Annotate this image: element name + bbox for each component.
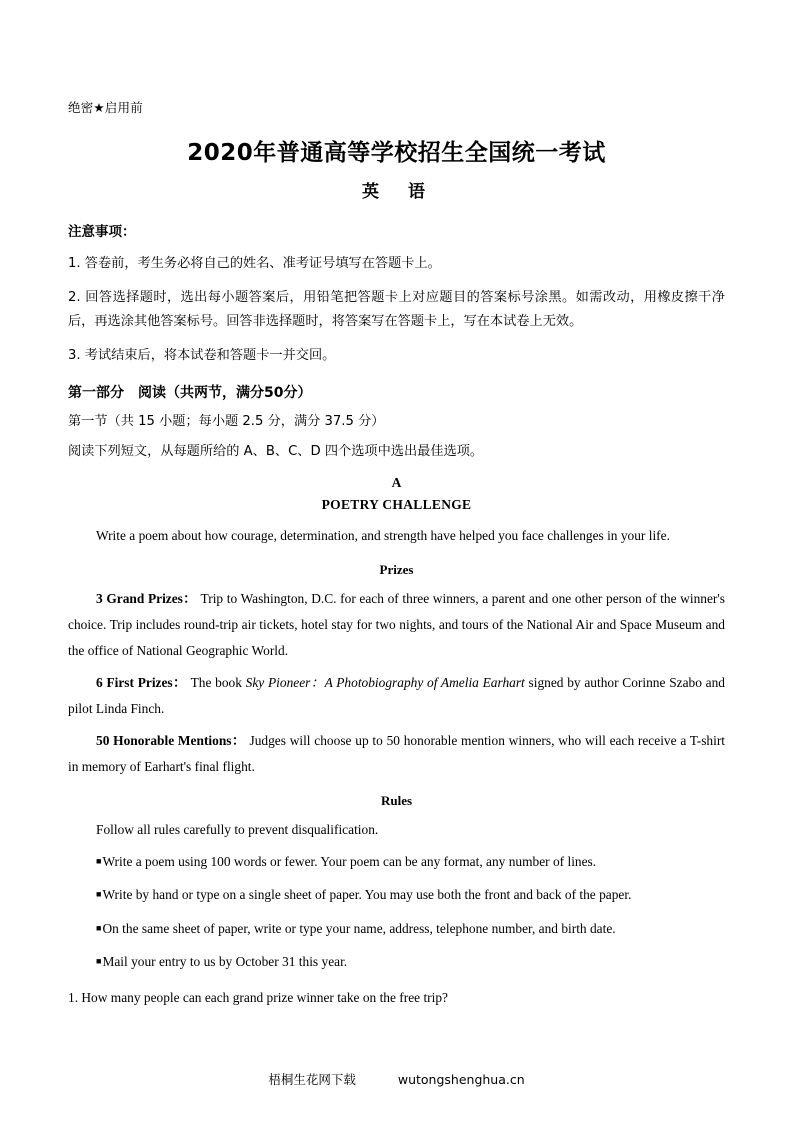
part-one-label: 第一部分 [68,384,124,401]
passage-intro: Write a poem about how courage, determination, and strength have helped you face challenges in your life. [96,528,670,544]
notice-item-3: 3. 考试结束后，将本试卷和答题卡一并交回。 [68,347,336,363]
rule-item-2-text: Write by hand or type on a single sheet of paper. You may use both the front and back of the paper. [102,887,632,903]
rule-item-1-text: Write a poem using 100 words or fewer. Your poem can be any format, any number of lines. [102,853,597,869]
part-one-title: 阅读（共两节，满分50分） [138,384,312,401]
part-one-heading [68,382,725,402]
passage-letter: A [391,475,402,491]
question-1: 1. How many people can each grand prize winner take on the free trip? [68,989,448,1005]
secret-notice: 绝密★启用前 [68,100,143,115]
rule-item-2 [68,882,725,907]
square-bullet-icon: ■ [96,889,102,900]
prize-first [68,670,725,722]
square-bullet-icon: ■ [96,855,102,866]
rule-item-4 [68,949,725,974]
notice-item-1: 1. 答卷前，考生务必将自己的姓名、准考证号填写在答题卡上。 [68,256,441,272]
prize-honorable-label: 50 Honorable Mentions： [96,733,246,749]
footer-site-name: 梧桐生花网下载 [268,1072,356,1087]
rule-item-3-text: On the same sheet of paper, write or type your name, address, telephone number, and birth date. [102,920,616,936]
prize-first-text-before: The book [190,675,246,691]
rule-item-3 [68,916,725,941]
prize-grand-text: Trip to Washington, D.C. for each of three winners, a parent and one other person of the winner's choice. Trip includes round-trip air tickets, hotel stay for two nights, and tours of the National Air and Space Museum and the office of National Geographic World. [68,590,725,658]
footer-site-url: wutongshenghua.cn [397,1072,525,1087]
prize-first-label: 6 First Prizes： [96,675,187,691]
rule-item-4-text: Mail your entry to us by October 31 this year. [102,954,348,970]
page-title: 2020年普通高等学校招生全国统一考试 [187,140,606,167]
prize-first-text-after: signed by author Corinne Szabo and pilot Linda Finch. [68,675,725,717]
rules-heading: Rules [380,792,413,808]
prize-first-book-title: Sky Pioneer：A Photobiography of Amelia Earhart [245,675,525,691]
square-bullet-icon: ■ [96,956,102,967]
rule-item-1 [68,849,725,874]
square-bullet-icon: ■ [96,922,102,933]
notice-item-2: 2. 回答选择题时，选出每小题答案后，用铅笔把答题卡上对应题目的答案标号涂黑。如需改动，用橡皮擦干净后，再选涂其他答案标号。回答非选择题时，将答案写在答题卡上，写在本试卷上无效。 [68,289,725,330]
prize-honorable-text: Judges will choose up to 50 honorable mention winners, who will each receive a T-shirt in memory of Earhart's final flight. [68,733,725,775]
page-footer [0,1070,793,1088]
section-one-instruction: 阅读下列短文，从每题所给的 A、B、C、D 四个选项中选出最佳选项。 [68,443,484,459]
notice-heading: 注意事项： [68,224,136,241]
subject-title: 英 语 [362,182,431,203]
passage-title: POETRY CHALLENGE [321,497,472,513]
section-one-info: 第一节（共 15 小题；每小题 2.5 分，满分 37.5 分） [68,413,385,429]
prize-honorable [68,728,725,780]
rules-intro: Follow all rules carefully to prevent disqualification. [96,821,379,837]
prize-grand [68,586,725,664]
prizes-heading: Prizes [379,561,414,577]
prize-grand-label: 3 Grand Prizes： [96,590,197,606]
